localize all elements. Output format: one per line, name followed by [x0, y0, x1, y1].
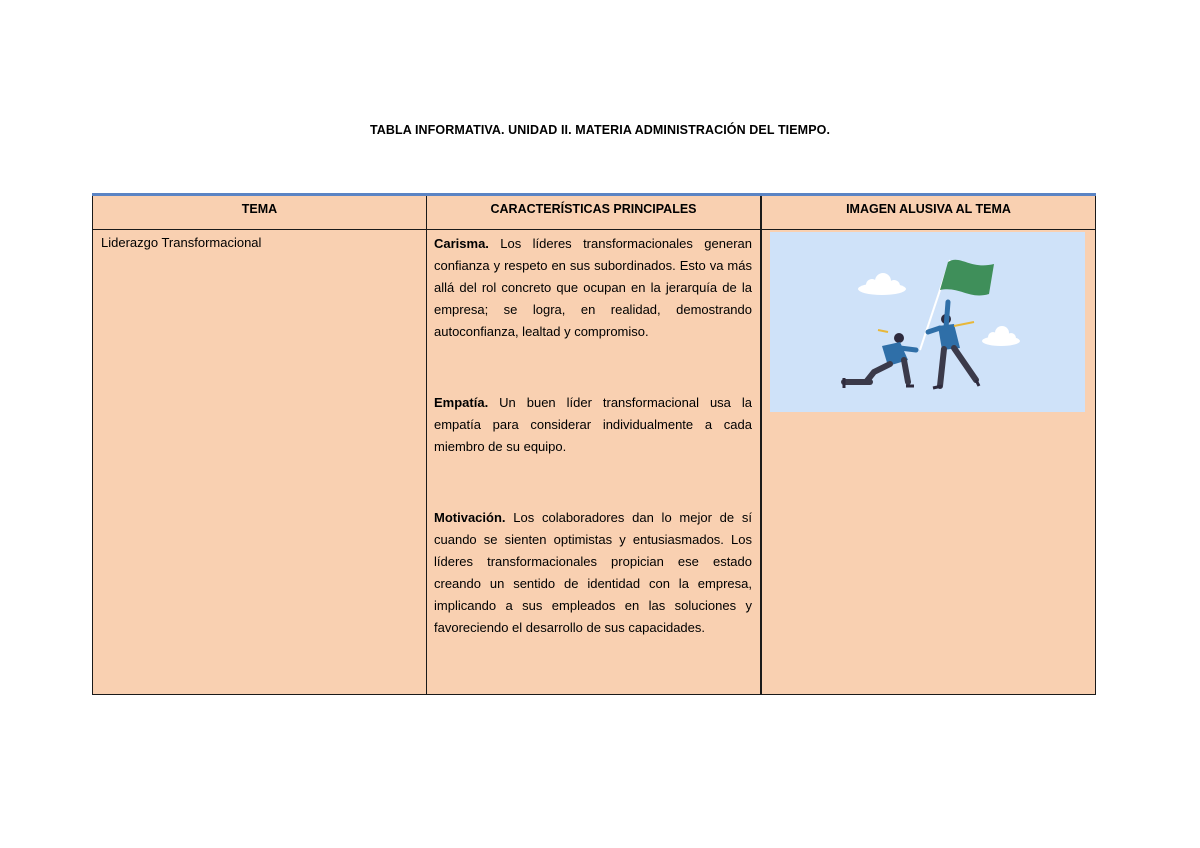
text-empatia: Un buen líder transformacional usa la empatía para considerar individualmente a cada miembro de su equipo. — [434, 395, 752, 454]
paragraph-empatia — [434, 392, 752, 458]
info-table — [92, 193, 1096, 695]
document-title: TABLA INFORMATIVA. UNIDAD II. MATERIA ADMINISTRACIÓN DEL TIEMPO. — [369, 123, 831, 137]
cell-imagen — [761, 230, 1096, 695]
cloud-icon — [982, 326, 1020, 346]
table-header-row — [93, 195, 1096, 230]
text-carisma: Los líderes transformacionales generan confianza y respeto en sus subordinados. Esto va más allá del rol concreto que ocupan en la jerarquía de la empresa; se logra, en realidad, demostrando autoconfianza, lealtad y compromiso. — [434, 236, 752, 339]
leader-raising-flag-illustration — [770, 232, 1085, 412]
header-caracteristicas: CARACTERÍSTICAS PRINCIPALES — [427, 195, 762, 230]
term-carisma: Carisma. — [434, 236, 489, 251]
paragraph-motivacion — [434, 507, 752, 639]
header-tema: TEMA — [93, 195, 427, 230]
paragraph-carisma — [434, 233, 752, 343]
header-imagen: IMAGEN ALUSIVA AL TEMA — [761, 195, 1096, 230]
cloud-icon — [858, 273, 906, 295]
cell-tema: Liderazgo Transformacional — [93, 230, 427, 695]
leader-figure — [928, 302, 979, 388]
cell-caracteristicas — [427, 230, 762, 695]
text-motivacion: Los colaboradores dan lo mejor de sí cuando se sienten optimistas y entusiasmados. Los líderes transformacionales propician ese estado creando un sentido de identidad con la empresa, implicando a sus empleados en las soluciones y favoreciendo el desarrollo de sus capacidades. — [434, 510, 752, 635]
term-empatia: Empatía. — [434, 395, 489, 410]
follower-figure — [844, 330, 916, 388]
term-motivacion: Motivación. — [434, 510, 506, 525]
table-row — [93, 230, 1096, 695]
